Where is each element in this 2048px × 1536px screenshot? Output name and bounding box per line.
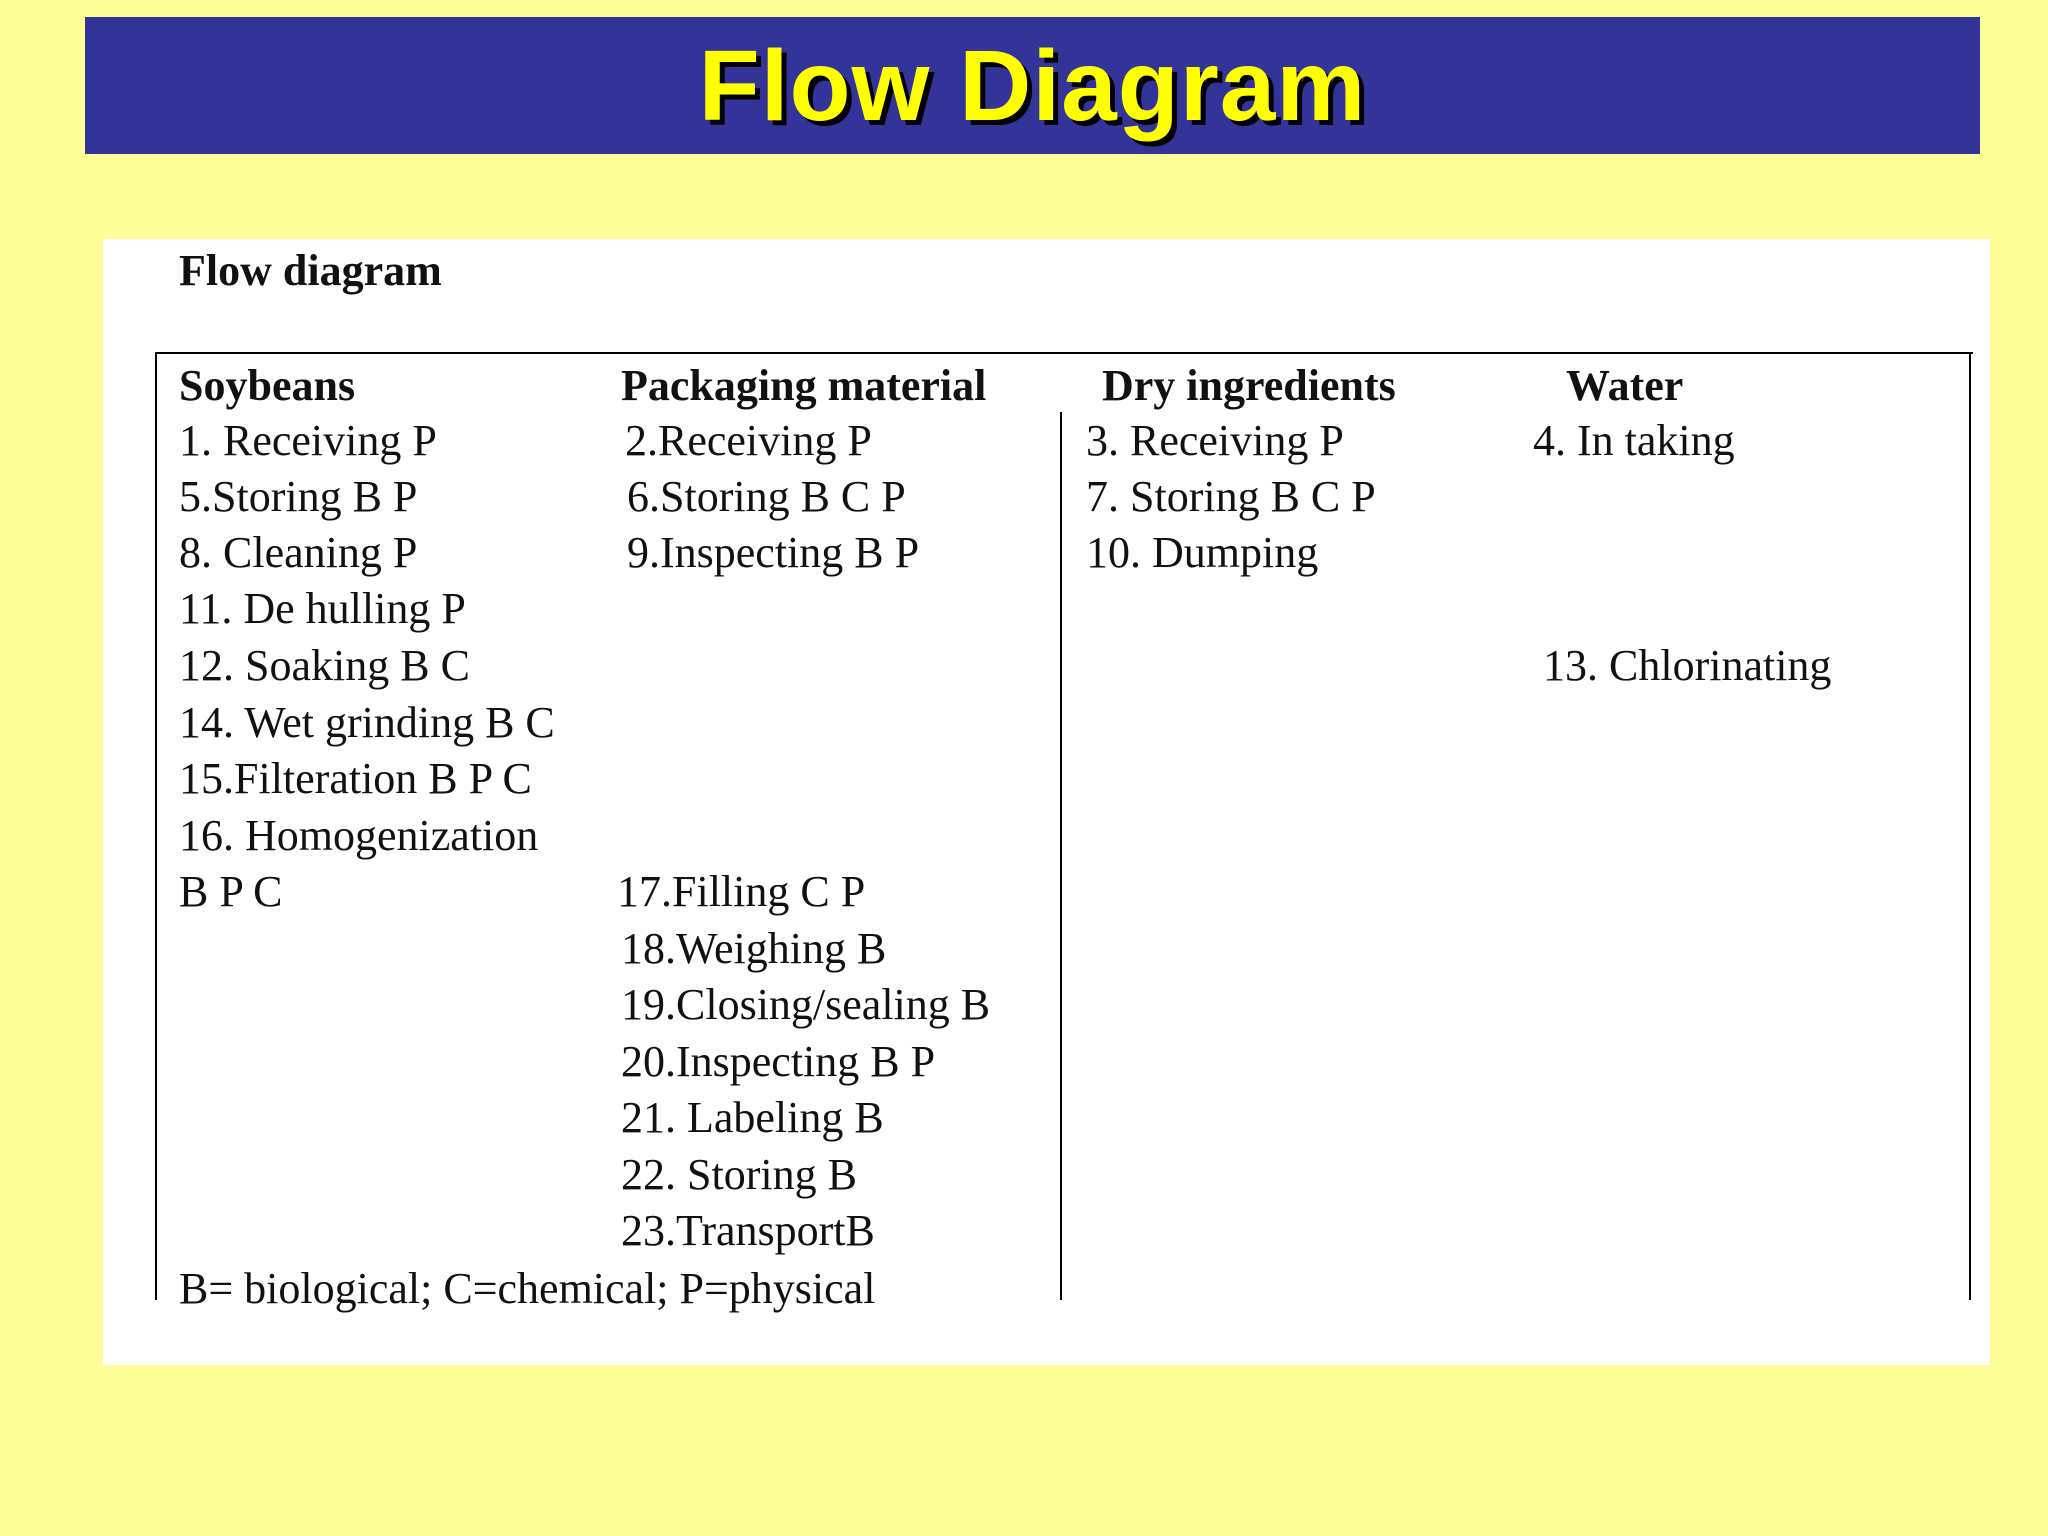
step-23: 23.TransportB — [621, 1206, 875, 1255]
flow-diagram-panel — [103, 239, 1990, 1365]
panel-heading: Flow diagram — [179, 246, 442, 295]
step-19: 19.Closing/sealing B — [621, 980, 991, 1029]
step-2: 2.Receiving P — [625, 416, 872, 465]
column-header-dry-ingredients: Dry ingredients — [1102, 361, 1396, 410]
step-16-hazards: B P C — [179, 867, 283, 916]
title-banner — [85, 17, 1980, 154]
hazard-legend: B= biological; C=chemical; P=physical — [179, 1264, 876, 1313]
step-1: 1. Receiving P — [179, 416, 437, 465]
step-15: 15.Filteration B P C — [179, 754, 532, 803]
step-22: 22. Storing B — [621, 1150, 857, 1199]
column-divider — [1060, 412, 1062, 1300]
step-4: 4. In taking — [1533, 416, 1735, 465]
step-17: 17.Filling C P — [617, 867, 866, 916]
table-right-border — [1969, 352, 1971, 1300]
table-top-border — [155, 352, 1973, 354]
slide-title: Flow Diagram — [698, 29, 1367, 142]
step-3: 3. Receiving P — [1086, 416, 1344, 465]
step-20: 20.Inspecting B P — [621, 1037, 936, 1086]
column-header-soybeans: Soybeans — [179, 361, 356, 410]
step-10: 10. Dumping — [1086, 528, 1319, 577]
column-header-water: Water — [1566, 361, 1684, 410]
step-21: 21. Labeling B — [621, 1093, 884, 1142]
step-5: 5.Storing B P — [179, 472, 418, 521]
step-9: 9.Inspecting B P — [627, 528, 920, 577]
step-13: 13. Chlorinating — [1543, 641, 1832, 690]
step-7: 7. Storing B C P — [1086, 472, 1376, 521]
step-18: 18.Weighing B — [621, 924, 887, 973]
step-12: 12. Soaking B C — [179, 641, 470, 690]
column-header-packaging: Packaging material — [621, 361, 987, 410]
table-left-border — [155, 352, 157, 1300]
step-8: 8. Cleaning P — [179, 528, 418, 577]
step-6: 6.Storing B C P — [627, 472, 906, 521]
step-14: 14. Wet grinding B C — [179, 698, 555, 747]
step-16: 16. Homogenization — [179, 811, 539, 860]
step-11: 11. De hulling P — [179, 584, 466, 633]
